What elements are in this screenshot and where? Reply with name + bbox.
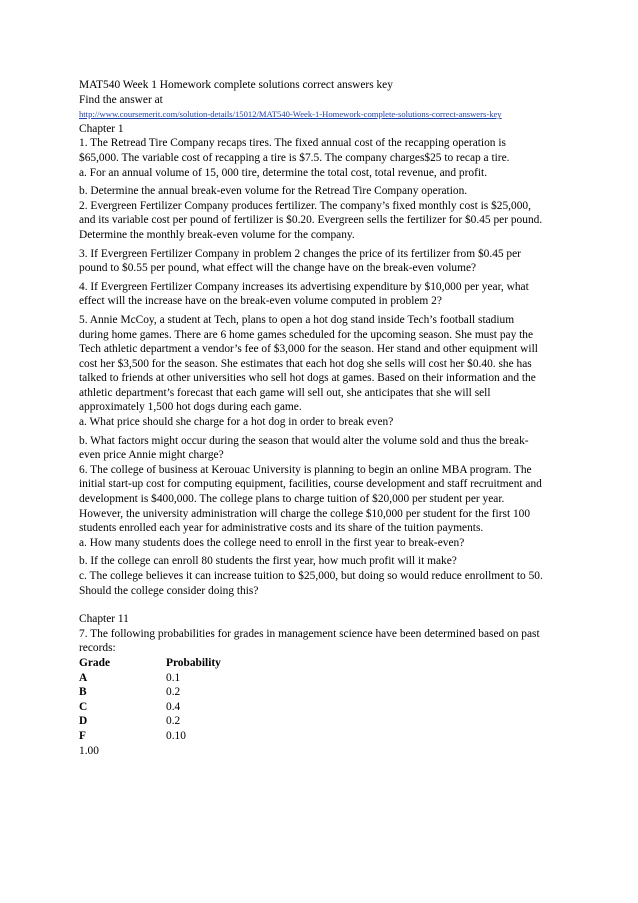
- paragraph-line: Determine the monthly break-even volume for the company.: [79, 228, 355, 241]
- paragraph-line: c. The college believes it can increase tuition to $25,000, but doing so would reduce enrollment to 50.: [79, 570, 543, 582]
- paragraph-line: a. For an annual volume of 15, 000 tire, determine the total cost, total revenue, and profit.: [79, 166, 488, 179]
- question-6bc: [79, 554, 569, 598]
- question-5: [79, 313, 569, 430]
- paragraph-line: students enrolled each year for administrative costs and its share of the tuition payments.: [79, 522, 484, 535]
- probability-cell: 0.10: [166, 729, 186, 742]
- probability-cell: 0.2: [166, 715, 181, 728]
- grade-cell: D: [79, 715, 88, 728]
- table-row: [79, 729, 569, 744]
- grade-cell: B: [79, 686, 87, 699]
- paragraph-line: even price Annie might charge?: [79, 449, 224, 462]
- table-row: [79, 685, 569, 700]
- table-row: [79, 671, 569, 686]
- chapter-11-heading: Chapter 11: [79, 613, 129, 626]
- paragraph-line: However, the university administration will charge the college $10,000 per student for the first 100: [79, 507, 531, 520]
- table-header-row: [79, 656, 569, 671]
- paragraph-line: effect will the increase have on the break-even volume computed in problem 2?: [79, 295, 442, 308]
- question-5b-and-6: [79, 434, 569, 551]
- probability-cell: 0.2: [166, 686, 181, 699]
- paragraph-line: 1. The Retread Tire Company recaps tires. The fixed annual cost of the recapping operation is: [79, 137, 506, 150]
- table-total-row: [79, 744, 569, 759]
- probability-total: 1.00: [79, 744, 99, 757]
- grade-cell: F: [79, 729, 86, 742]
- paragraph-line: development is $400,000. The college plans to charge tuition of $20,000 per student per year.: [79, 493, 505, 506]
- paragraph-line: athletic department’s forecast that each game will sell out, she anticipates that she will sell: [79, 386, 491, 399]
- question-1b-and-2: [79, 184, 569, 242]
- paragraph-line: 4. If Evergreen Fertilizer Company increases its advertising expenditure by $10,000 per year, what: [79, 280, 529, 293]
- paragraph-line: approximately 1,500 hot dogs during each game.: [79, 401, 302, 414]
- grade-header: Grade: [79, 656, 111, 669]
- paragraph-line: pound to $0.55 per pound, what effect will the change have on the break-even volume?: [79, 262, 477, 275]
- paragraph-line: talked to friends at other universities who sell hot dogs at games. Based on their information and the: [79, 372, 536, 385]
- paragraph-line: $65,000. The variable cost of recapping a tire is $7.5. The company charges$25 to recap a tire.: [79, 151, 510, 164]
- table-row: [79, 700, 569, 715]
- paragraph-line: Tech athletic department a vendor’s fee of $3,000 for the season. Her stand and other equipment will: [79, 343, 538, 356]
- probability-header: Probability: [166, 656, 221, 669]
- document-page: [79, 78, 569, 758]
- paragraph-line: a. How many students does the college need to enroll in the first year to break-even?: [79, 536, 465, 549]
- paragraph-line: Should the college consider doing this?: [79, 584, 259, 597]
- paragraph-line: 5. Annie McCoy, a student at Tech, plans to open a hot dog stand inside Tech’s football stadium: [79, 313, 515, 326]
- answer-link[interactable]: http://www.coursemerit.com/solution-details/15012/MAT540-Week-1-Homework-complete-solutions-correct-answers-key: [79, 109, 502, 120]
- paragraph-line: 6. The college of business at Kerouac University is planning to begin an online MBA program. The: [79, 463, 532, 476]
- table-row: [79, 714, 569, 729]
- paragraph-line: and its variable cost per pound of fertilizer is $0.20. Evergreen sells the fertilizer for $0.45 per pound.: [79, 214, 543, 227]
- paragraph-line: 3. If Evergreen Fertilizer Company in problem 2 changes the price of its fertilizer from $0.45 per: [79, 247, 521, 260]
- paragraph-line: 2. Evergreen Fertilizer Company produces fertilizer. The company’s fixed monthly cost is $25,000,: [79, 199, 531, 212]
- paragraph-line: initial start-up cost for computing equipment, facilities, course development and staff recruitment and: [79, 478, 542, 491]
- probability-cell: 0.4: [166, 700, 181, 713]
- question-1: [79, 136, 569, 180]
- grade-cell: C: [79, 700, 88, 713]
- chapter-1-heading: Chapter 1: [79, 122, 124, 135]
- question-3: [79, 247, 569, 276]
- paragraph-line: 7. The following probabilities for grades in management science have been determined based on past: [79, 627, 540, 640]
- question-4: [79, 280, 569, 309]
- paragraph-line: a. What price should she charge for a hot dog in order to break even?: [79, 416, 394, 429]
- probability-cell: 0.1: [166, 671, 181, 684]
- paragraph-line: during home games. There are 6 home games scheduled for the upcoming season. She must pay the: [79, 328, 534, 341]
- paragraph-line: b. What factors might occur during the season that would alter the volume sold and thus the break-: [79, 434, 529, 447]
- paragraph-line: cost her $3,500 for the season. She estimates that each hot dog she sells will cost her $0.40. she has: [79, 357, 532, 370]
- paragraph-line: b. If the college can enroll 80 students the first year, how much profit will it make?: [79, 555, 457, 568]
- grade-probability-table: [79, 656, 569, 758]
- paragraph-line: b. Determine the annual break-even volume for the Retread Tire Company operation.: [79, 185, 468, 198]
- grade-cell: A: [79, 671, 88, 684]
- document-title: MAT540 Week 1 Homework complete solutions correct answers key: [79, 79, 393, 91]
- paragraph-line: records:: [79, 642, 116, 655]
- question-7: [79, 627, 569, 656]
- find-answer-text: Find the answer at: [79, 93, 163, 106]
